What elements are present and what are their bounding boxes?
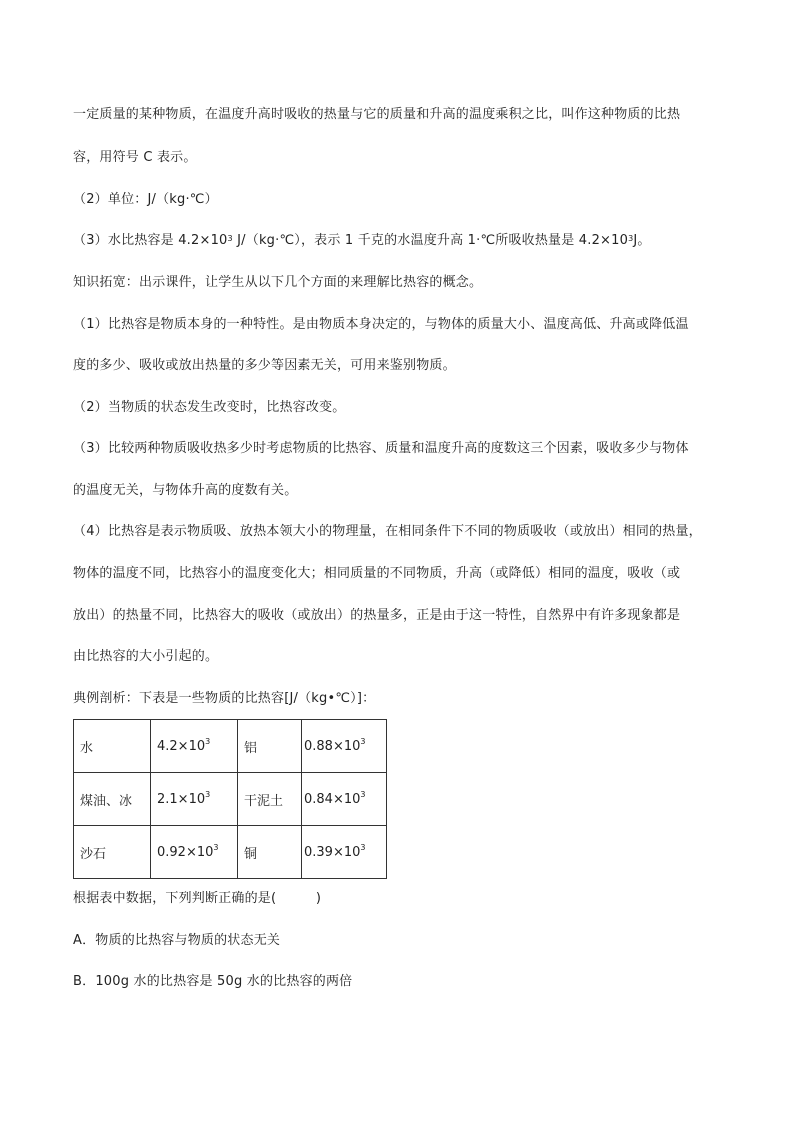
substance-cell: 干泥土 [238,773,302,826]
option-a: A．物质的比热容与物质的状态无关 [73,933,281,948]
substance-cell: 铝 [238,720,302,773]
exponent: 3 [360,736,366,746]
unit-line: （2）单位：J/（kg·℃） [73,192,218,207]
value-base: 2.1×10 [157,791,206,807]
exponent: 3 [205,736,211,746]
definition-line-2: 容，用符号 C 表示。 [73,150,197,165]
point3-line-2: 的温度无关，与物体升高的度数有关。 [73,483,298,498]
value-cell [302,826,387,879]
definition-line-1: 一定质量的某种物质，在温度升高时吸收的热量与它的质量和升高的温度乘积之比，叫作这种物质的比热 [73,107,681,122]
question-line: 根据表中数据，下列判断正确的是( ) [73,891,322,906]
point4-line-2: 物体的温度不同，比热容小的温度变化大；相同质量的不同物质，升高（或降低）相同的温度，吸收（或 [73,566,681,581]
value-cell [151,720,238,773]
substance-cell: 煤油、冰 [74,773,151,826]
exponent: 3 [628,234,634,243]
water-value-suffix: J。 [633,233,651,248]
value-base: 0.88×10 [304,738,361,754]
expansion-title: 知识拓宽：出示课件，让学生从以下几个方面的来理解比热容的概念。 [73,275,483,290]
table-row [74,826,387,879]
exponent: 3 [227,234,233,243]
value-cell [151,773,238,826]
point3-line-1: （3）比较两种物质吸收热多少时考虑物质的比热容、质量和温度升高的度数这三个因素，吸收多少与物体 [73,441,689,456]
exponent: 3 [360,789,366,799]
value-cell [151,826,238,879]
value-base: 0.39×10 [304,844,361,860]
point2-line: （2）当物质的状态发生改变时，比热容改变。 [73,400,346,415]
water-value-prefix: （3）水比热容是 4.2×10 [73,233,228,248]
option-b: B．100g 水的比热容是 50g 水的比热容的两倍 [73,974,353,989]
point4-line-4: 由比热容的大小引起的。 [73,649,219,664]
value-base: 0.84×10 [304,791,361,807]
substance-cell: 沙石 [74,826,151,879]
point4-line-1: （4）比热容是表示物质吸、放热本领大小的物理量，在相同条件下不同的物质吸收（或放出）相同的热量， [73,524,702,539]
exponent: 3 [205,789,211,799]
value-base: 4.2×10 [157,738,206,754]
point1-line-2: 度的多少、吸收或放出热量的多少等因素无关，可用来鉴别物质。 [73,358,456,373]
point4-line-3: 放出）的热量不同，比热容大的吸收（或放出）的热量多，正是由于这一特性，自然界中有许多现象都是 [73,608,681,623]
table-row [74,773,387,826]
specific-heat-table [73,719,387,879]
exponent: 3 [360,842,366,852]
point1-line-1: （1）比热容是物质本身的一种特性。是由物质本身决定的，与物体的质量大小、温度高低、升高或降低温 [73,317,689,332]
substance-cell: 铜 [238,826,302,879]
water-value-middle: J/（kg·℃），表示 1 千克的水温度升高 1·℃所吸收热量是 4.2×10 [232,233,629,248]
table-row [74,720,387,773]
value-cell [302,773,387,826]
substance-cell: 水 [74,720,151,773]
water-value-line [73,231,728,251]
value-base: 0.92×10 [157,844,214,860]
example-title: 典例剖析：下表是一些物质的比热容[J/（kg•℃）]： [73,691,376,706]
exponent: 3 [213,842,219,852]
value-cell [302,720,387,773]
